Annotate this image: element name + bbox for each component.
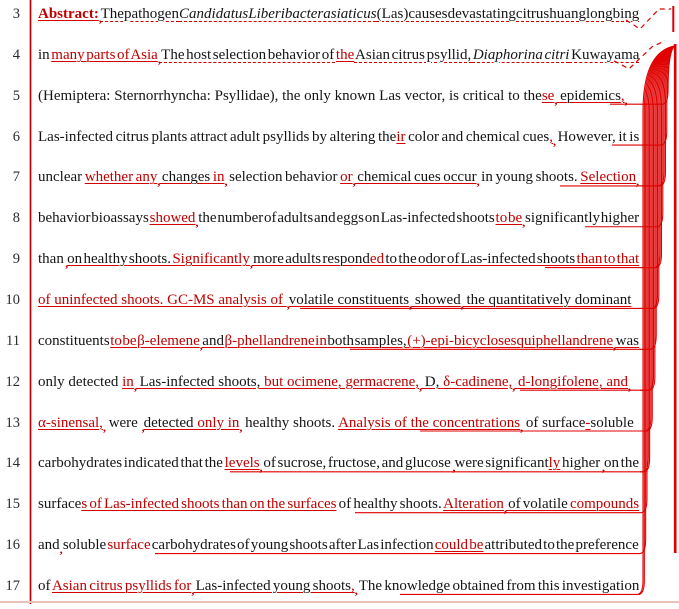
text-run: of healthy shoots. bbox=[336, 496, 444, 513]
insertion-caret-mark: , bbox=[554, 92, 558, 107]
leader-line bbox=[640, 46, 675, 472]
inserted-text-run: Selection bbox=[580, 169, 637, 186]
text-run: the quantitatively dominant bbox=[462, 291, 632, 308]
text-run: surface bbox=[38, 496, 82, 513]
text-run: of bbox=[38, 577, 52, 594]
text-run: carbohydrates of young shoots after Las infection bbox=[150, 537, 435, 554]
text-run: and bbox=[38, 537, 60, 554]
text-line bbox=[38, 371, 639, 397]
text-run: Las-infected young shoots bbox=[193, 577, 351, 594]
text-line bbox=[38, 452, 639, 478]
text-line bbox=[38, 289, 639, 315]
leader-line bbox=[640, 46, 675, 390]
insertion-caret-mark: , bbox=[520, 419, 524, 434]
inserted-text-run: , bbox=[351, 577, 355, 594]
leader-line bbox=[640, 46, 675, 431]
text-run: The knowledge obtained from this investigation bbox=[356, 577, 640, 594]
inserted-text-run: only in bbox=[197, 414, 240, 431]
text-line bbox=[38, 207, 639, 233]
insertion-caret-mark: , bbox=[224, 174, 228, 189]
line-number: 16 bbox=[5, 537, 20, 554]
text-run: and bbox=[201, 332, 225, 349]
text-run: Las-infected shoots, bbox=[135, 373, 265, 390]
insertion-caret-mark: , bbox=[512, 378, 516, 393]
leader-line bbox=[638, 46, 674, 594]
inserted-text-run: whether any bbox=[84, 169, 158, 186]
text-run: chemical cues occur bbox=[354, 169, 477, 186]
insertion-caret-mark: , bbox=[352, 174, 356, 189]
text-line bbox=[38, 493, 639, 519]
insertion-caret-mark: , bbox=[286, 296, 290, 311]
text-run: significantly higher bbox=[524, 210, 640, 227]
inserted-text-run: than to that bbox=[576, 251, 640, 268]
text-run: volatile constituents bbox=[288, 291, 410, 308]
text-line bbox=[38, 575, 639, 601]
inserted-text-run: s of Las-infected shoots than on the surfaces bbox=[81, 496, 337, 513]
insertion-caret-mark: , bbox=[452, 460, 456, 475]
text-run: soluble bbox=[590, 414, 634, 431]
text-run: unclear bbox=[38, 169, 85, 186]
inserted-text-run: ir bbox=[396, 128, 406, 145]
inserted-text-run: to be β-elemene bbox=[110, 332, 200, 349]
leader-line bbox=[352, 46, 675, 516]
inserted-text-run: surface bbox=[107, 537, 151, 554]
text-run: in young shoots. bbox=[478, 169, 581, 186]
leader-line bbox=[545, 46, 675, 268]
insertion-caret-mark: , bbox=[195, 215, 199, 230]
inserted-text-run: in bbox=[212, 169, 225, 186]
inserted-text-run: levels bbox=[224, 455, 260, 472]
text-run: showed bbox=[411, 291, 461, 308]
insertion-caret-mark: , bbox=[98, 11, 102, 25]
insertion-caret-mark: , bbox=[460, 296, 464, 311]
inserted-text-run: of uninfected shoots. GC-MS analysis of bbox=[38, 291, 287, 308]
insertion-caret-mark: , bbox=[65, 256, 69, 271]
insertion-caret-mark: , bbox=[259, 460, 263, 475]
line-number: 3 bbox=[12, 6, 20, 22]
text-run: the number of adults and eggs on Las-infected shoots bbox=[197, 210, 496, 227]
text-line bbox=[38, 44, 639, 70]
inserted-text-run: the bbox=[335, 46, 355, 63]
text-run: on the bbox=[603, 455, 639, 472]
insertion-caret-mark: , bbox=[249, 256, 253, 271]
text-line bbox=[38, 412, 639, 438]
leader-line bbox=[640, 46, 675, 308]
text-run: of surface bbox=[522, 414, 586, 431]
text-run: The host selection behavior of bbox=[159, 46, 336, 63]
line-number: 12 bbox=[5, 373, 20, 390]
text-run: carbohydrates indicated that the bbox=[38, 455, 225, 472]
text-run: of sucrose, fructose, and glucose bbox=[261, 455, 453, 472]
insertion-caret-mark: , bbox=[552, 133, 556, 148]
text-run: were significant bbox=[454, 455, 549, 472]
inserted-text-run: Abstract: bbox=[38, 6, 99, 22]
insertion-caret-mark: , bbox=[476, 174, 480, 189]
inserted-text-run: Asian citrus psyllids for bbox=[51, 577, 192, 594]
text-run: Candidatus Liberibacter asiaticus bbox=[179, 6, 377, 22]
text-run: soluble bbox=[61, 537, 108, 554]
text-line bbox=[38, 534, 639, 560]
page-bottom-edge bbox=[0, 601, 679, 603]
text-run: of volatile bbox=[505, 496, 570, 513]
inserted-text-run: ed bbox=[369, 251, 385, 268]
text-run: epidemics bbox=[556, 87, 621, 104]
inserted-text-run: could be bbox=[434, 537, 484, 554]
insertion-caret-mark: , bbox=[157, 174, 161, 189]
text-run: both samples, bbox=[327, 332, 408, 349]
text-run: Las-infected citrus plants attract adult psyllids by altering the bbox=[38, 128, 397, 145]
text-line bbox=[38, 85, 639, 111]
insertion-caret-mark: , bbox=[133, 378, 137, 393]
inserted-text-run: Alteration bbox=[443, 496, 504, 513]
insertion-caret-mark: , bbox=[624, 92, 628, 107]
text-line bbox=[38, 166, 639, 192]
text-run: The pathogen bbox=[100, 6, 180, 22]
insertion-caret-mark: , bbox=[102, 419, 106, 434]
text-line bbox=[38, 330, 639, 356]
insertion-caret-mark: , bbox=[409, 296, 413, 311]
line-number: 6 bbox=[12, 128, 20, 145]
inserted-text-run: se bbox=[541, 87, 555, 104]
inserted-text-run: in bbox=[122, 373, 134, 390]
text-run: healthy shoots. bbox=[241, 414, 339, 431]
inserted-text-run: compounds bbox=[569, 496, 640, 513]
text-run: constituents bbox=[38, 332, 111, 349]
text-run: was bbox=[615, 332, 639, 349]
text-run: detected bbox=[143, 414, 198, 431]
text-run: color and chemical cues bbox=[405, 128, 550, 145]
text-run: in bbox=[38, 46, 52, 63]
text-run: higher bbox=[560, 455, 602, 472]
text-run: selection behavior bbox=[226, 169, 341, 186]
text-run: Kuwayama bbox=[569, 46, 640, 63]
text-run: attributed to the preference bbox=[483, 537, 639, 554]
inserted-text-run: d-longifolene, and bbox=[514, 373, 628, 390]
insertion-caret-mark: , bbox=[239, 419, 243, 434]
inserted-text-run: showed bbox=[149, 210, 196, 227]
insertion-caret-mark: , bbox=[636, 174, 640, 189]
line-number: 10 bbox=[5, 291, 20, 308]
inserted-text-run: α-sinensal, bbox=[38, 414, 103, 431]
leader-line bbox=[640, 46, 675, 186]
insertion-caret-mark: , bbox=[503, 501, 507, 516]
text-run: were bbox=[104, 414, 142, 431]
line-number: 4 bbox=[12, 46, 20, 63]
line-number: 7 bbox=[12, 169, 20, 186]
line-number: 14 bbox=[5, 455, 20, 472]
insertion-caret-mark: , bbox=[627, 378, 631, 393]
inserted-text-run: (+)-epi-bicyclosesquiphellandrene bbox=[407, 332, 614, 349]
line-number: 17 bbox=[5, 577, 20, 594]
inserted-text-run: Significantly bbox=[172, 251, 250, 268]
text-line bbox=[38, 3, 639, 29]
inserted-text-run: but ocimene, germacrene, bbox=[264, 373, 420, 390]
inserted-text-run: to be bbox=[495, 210, 523, 227]
inserted-text-run: β-phellandrene in bbox=[224, 332, 328, 349]
text-run: only detected bbox=[38, 373, 123, 390]
inserted-text-run: many parts of Asia bbox=[51, 46, 158, 63]
insertion-caret-mark: , bbox=[354, 582, 358, 597]
insertion-caret-mark: , bbox=[199, 337, 203, 352]
inserted-text-run: ly bbox=[548, 455, 561, 472]
text-run: Asian citrus psyllid, bbox=[354, 46, 473, 63]
insertion-caret-mark: , bbox=[522, 215, 526, 230]
text-run: (Las) causes devastating citrus huanglongbing bbox=[376, 6, 640, 22]
insertion-caret-mark: , bbox=[419, 378, 423, 393]
text-line bbox=[38, 126, 639, 152]
text-run: Diaphorina citri bbox=[472, 46, 570, 63]
text-run: However, it is bbox=[554, 128, 640, 145]
text-run: more adults respond bbox=[251, 251, 370, 268]
inserted-text-run: , bbox=[549, 128, 553, 145]
line-number: 8 bbox=[12, 210, 20, 227]
text-run: on healthy shoots. bbox=[67, 251, 173, 268]
inserted-text-run: - bbox=[585, 414, 591, 431]
text-line bbox=[38, 248, 639, 274]
line-number: 9 bbox=[12, 251, 20, 268]
line-number: 15 bbox=[5, 496, 20, 513]
text-run: (Hemiptera: Sternorrhyncha: Psyllidae), the only known Las vector, is critical to the bbox=[38, 87, 542, 104]
insertion-caret-mark: , bbox=[157, 51, 161, 66]
text-run: changes bbox=[159, 169, 213, 186]
text-run: behavior bioassays bbox=[38, 210, 150, 227]
leader-line bbox=[640, 46, 675, 268]
line-number: 11 bbox=[6, 332, 20, 349]
insertion-caret-mark: , bbox=[613, 337, 617, 352]
text-run: D, bbox=[421, 373, 444, 390]
text-run: to the odor of Las-infected shoots bbox=[384, 251, 577, 268]
insertion-caret-mark: , bbox=[59, 542, 63, 557]
line-number: 13 bbox=[5, 414, 20, 431]
text-run: than bbox=[38, 251, 66, 268]
insertion-caret-mark: , bbox=[191, 582, 195, 597]
inserted-text-run: , bbox=[620, 87, 625, 104]
line-number: 5 bbox=[12, 87, 20, 104]
inserted-text-run: or bbox=[340, 169, 353, 186]
inserted-text-run: Analysis of the concentrations bbox=[338, 414, 521, 431]
inserted-text-run: δ-cadinene, bbox=[443, 373, 513, 390]
insertion-caret-mark: , bbox=[141, 419, 145, 434]
insertion-caret-mark: , bbox=[601, 460, 605, 475]
